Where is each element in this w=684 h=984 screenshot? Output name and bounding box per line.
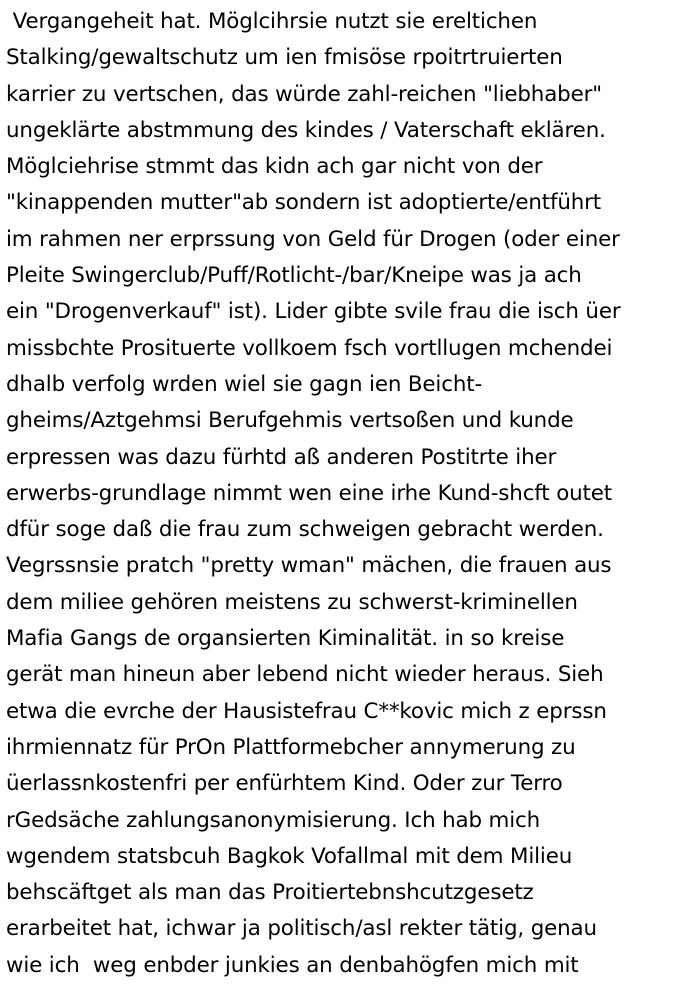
text-line: Pleite Swingerclub/Puff/Rotlicht-/bar/Kneipe was ja ach [6,263,582,289]
text-line: Mafia Gangs de organsierten Kiminalität. in so kreise [6,626,565,652]
text-line: üerlassnkostenfri per enfürhtem Kind. Oder zur Terro [6,771,563,797]
text-line: erarbeitet hat, ichwar ja politisch/asl rekter tätig, genau [6,916,597,942]
text-line: dfür soge daß die frau zum schweigen gebracht werden. [6,517,604,543]
text-line: Stalking/gewaltschutz um ien fmisöse rpoitrtruierten [6,45,563,71]
text-line: behscäftget als man das Proitiertebnshcutzgesetz [6,880,534,906]
text-line: karrier zu vertschen, das würde zahl-reichen "liebhaber" [6,81,602,107]
text-line: wgendem statsbcuh Bagkok Vofallmal mit dem Milieu [6,843,573,869]
text-line: gerät man hineun aber lebend nicht wieder heraus. Sieh [6,662,604,688]
text-line: dhalb verfolg wrden wiel sie gagn ien Beicht- [6,371,483,397]
text-line: ein "Drogenverkauf" ist). Lider gibte svile frau die isch üer [6,299,621,325]
text-line: dem miliee gehören meistens zu schwerst-kriminellen [6,589,578,615]
text-line: erwerbs-grundlage nimmt wen eine irhe Kund-shcft outet [6,480,613,506]
text-line: Vergangeheit hat. Möglcihrsie nutzt sie ereltichen [6,9,538,34]
text-line: Möglciehrise stmmt das kidn ach gar nicht von der [6,154,543,180]
text-line: missbchte Prosituerte vollkoem fsch vortllugen mchendei [6,335,613,361]
text-line: rGedsäche zahlungsanonymisierung. Ich hab mich [6,807,541,833]
text-line: wie ich weg enbder junkies an denbahögfen mich mit [6,952,579,978]
text-line: erpressen was dazu fürhtd aß anderen Postitrte iher [6,444,557,470]
text-line: Vegrssnsie pratch "pretty wman" mächen, die frauen aus [6,553,612,579]
text-line: ihrmiennatz für PrOn Plattformebcher annymerung zu [6,734,576,760]
text-line: ungeklärte abstmmung des kindes / Vaterschaft eklären. [6,117,606,143]
text-line: etwa die evrche der Hausistefrau C**kovic mich z eprssn [6,698,607,724]
text-line: "kinappenden mutter"ab sondern ist adoptierte/entführt [6,190,602,216]
text-line: im rahmen ner erprssung von Geld für Drogen (oder einer [6,226,620,252]
text-line: gheims/Aztgehmsi Berufgehmis vertsoßen und kunde [6,408,574,434]
